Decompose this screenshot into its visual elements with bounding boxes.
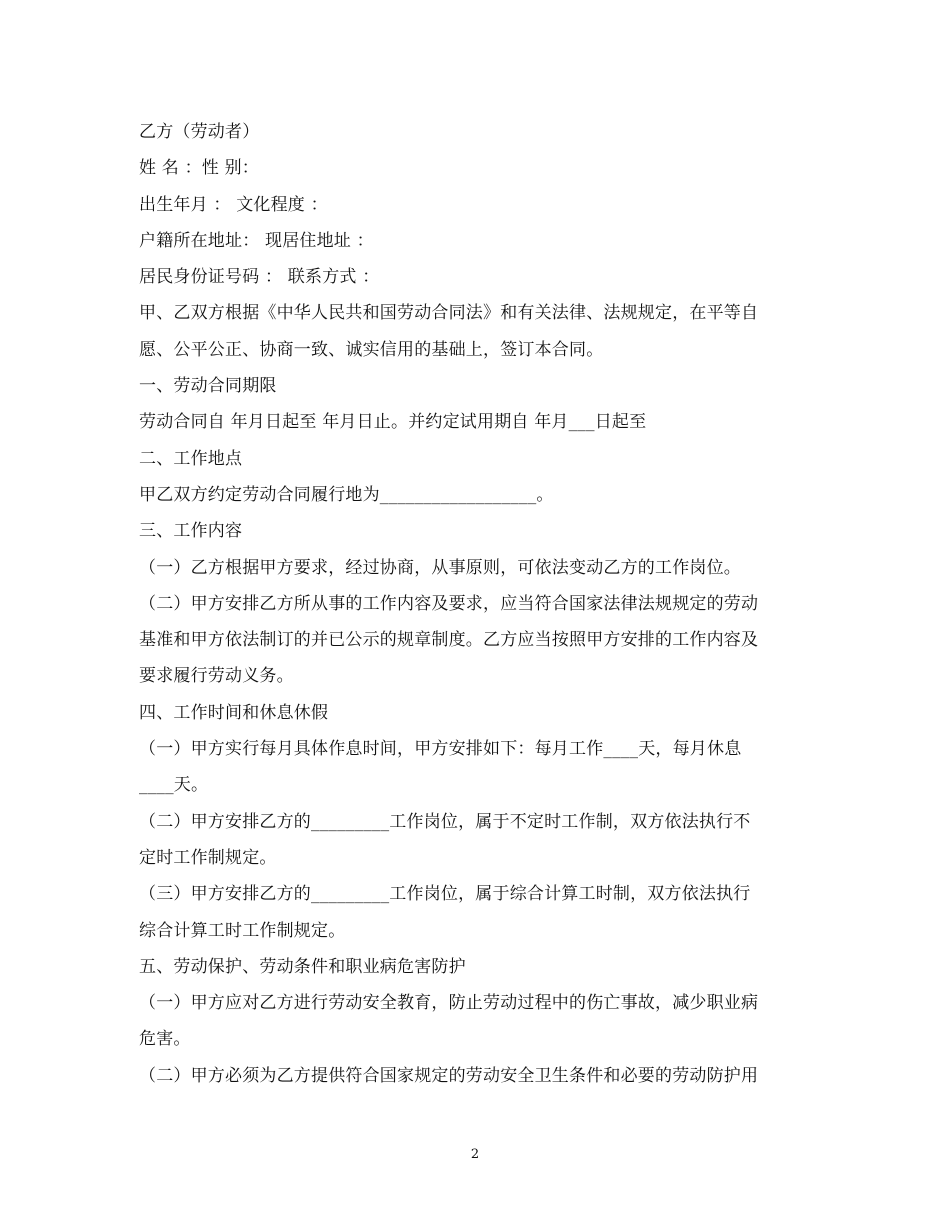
paragraph-line: 要求履行劳动义务。 [139, 666, 294, 687]
document-body [139, 114, 814, 1094]
paragraph-line: 基准和甲方依法制订的并已公示的规章制度。乙方应当按照甲方安排的工作内容及 [139, 630, 759, 651]
page-number: 2 [470, 1147, 480, 1162]
name-gender-line: 姓 名 ：性 别： [139, 158, 260, 179]
birth-education-line: 出生年月 ： 文化程度 ： [139, 194, 328, 215]
paragraph-line: （一）甲方实行每月具体作息时间，甲方安排如下：每月工作____天，每月休息 [139, 739, 742, 760]
paragraph-line: 甲、乙双方根据《中华人民共和国劳动合同法》和有关法律、法规规定，在平等自 [139, 303, 759, 324]
paragraph-line: 甲乙双方约定劳动合同履行地为__________________。 [139, 484, 554, 505]
section-heading-labor-protection: 五、劳动保护、劳动条件和职业病危害防护 [139, 956, 466, 977]
section-heading-work-location: 二、工作地点 [139, 448, 243, 469]
address-line: 户籍所在地址： 现居住地址 ： [139, 230, 374, 251]
paragraph-line: （一）乙方根据甲方要求，经过协商，从事原则，可依法变动乙方的工作岗位。 [139, 557, 741, 578]
paragraph-line: （二）甲方安排乙方所从事的工作内容及要求，应当符合国家法律法规规定的劳动 [139, 593, 759, 614]
paragraph-line: （二）甲方安排乙方的_________工作岗位，属于不定时工作制，双方依法执行不 [139, 811, 751, 832]
section-heading-work-content: 三、工作内容 [139, 521, 243, 542]
paragraph-line: ____天。 [139, 775, 209, 796]
id-contact-line: 居民身份证号码 ： 联系方式 ： [139, 267, 380, 288]
paragraph-line: （三）甲方安排乙方的_________工作岗位，属于综合计算工时制，双方依法执行 [139, 884, 751, 905]
paragraph-line: 综合计算工时工作制规定。 [139, 920, 346, 941]
paragraph-line: （一）甲方应对乙方进行劳动安全教育，防止劳动过程中的伤亡事故，减少职业病 [139, 993, 759, 1014]
section-heading-contract-term: 一、劳动合同期限 [139, 376, 277, 397]
section-heading-working-hours: 四、工作时间和休息休假 [139, 702, 329, 723]
party-b-heading: 乙方（劳动者） [139, 122, 260, 142]
paragraph-line: 愿、公平公正、协商一致、诚实信用的基础上，签订本合同。 [139, 339, 604, 360]
paragraph-line: （二）甲方必须为乙方提供符合国家规定的劳动安全卫生条件和必要的劳动防护用 [139, 1065, 759, 1086]
paragraph-line: 定时工作制规定。 [139, 847, 277, 868]
paragraph-line: 危害。 [139, 1029, 191, 1050]
paragraph-line: 劳动合同自 年月日起至 年月日止。并约定试用期自 年月___日起至 [139, 412, 647, 433]
